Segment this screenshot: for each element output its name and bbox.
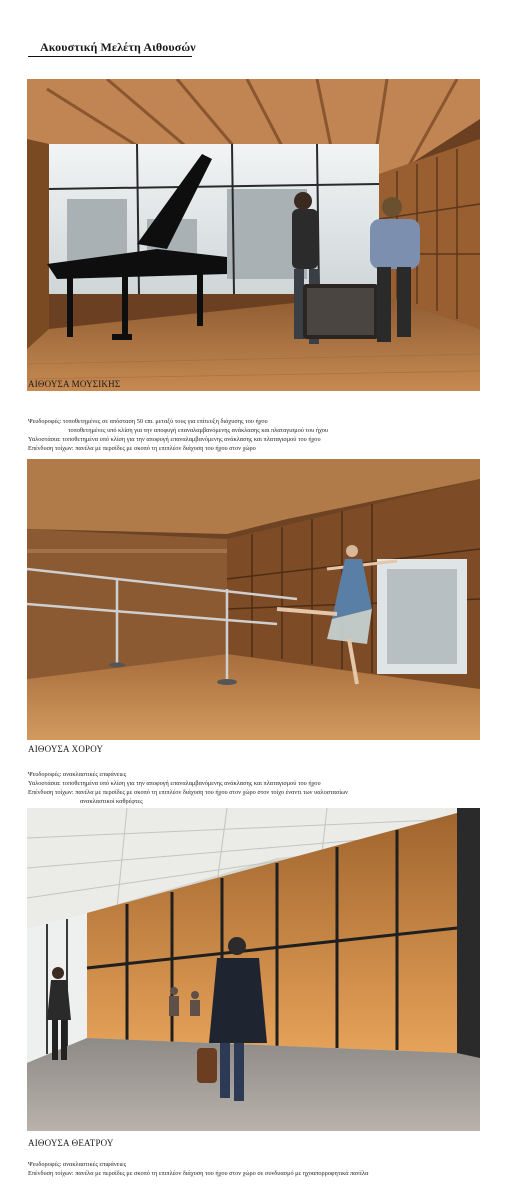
desc-line: Ψευδοροφές: ανακλαστικές επιφάνειες	[28, 771, 127, 778]
desc-line: ανακλαστικοί καθρέφτες	[80, 798, 143, 805]
dance-room-render	[27, 459, 480, 740]
desc-line: Ψευδοροφές: τοποθετημένες σε απόσταση 50 cm. μεταξύ τους για επίτευξη διάχυσης του ήχου	[28, 418, 268, 425]
music-room-render	[27, 79, 480, 391]
desc-line: Ψευδοροφές: ανακλαστικές επιφάνειες	[28, 1161, 127, 1168]
page-title: Ακουστική Μελέτη Αιθουσών	[40, 40, 196, 54]
desc-line: Επένδυση τοίχων: πανέλα με περσίδες με σκοπό τη επιπλέον διάχυση του ήχου στον χώρο στον τοίχο έναντι των υαλοστασίων	[28, 789, 349, 796]
section-title-dance: ΑΙΘΟΥΣΑ ΧΟΡΟΥ	[28, 744, 104, 754]
section-desc-theatre	[28, 1160, 488, 1178]
section-title-music: ΑΙΘΟΥΣΑ ΜΟΥΣΙΚΗΣ	[28, 379, 121, 389]
section-desc-dance	[28, 770, 488, 806]
amplifier-icon	[303, 284, 378, 339]
desc-line: Επένδυση τοίχων: πανέλα με περσίδες με σκοπό τη επιπλέον διάχυση του ήχου στον χώρο	[28, 445, 256, 452]
theatre-room-render	[27, 808, 480, 1131]
section-title-theatre: ΑΙΘΟΥΣΑ ΘΕΑΤΡΟΥ	[28, 1138, 114, 1148]
desc-line: τοποθετημένες υπό κλίση για την αποφυγή επαναλαμβανόμενης ανάκλασης και πλαταγισμού του ήχου	[68, 427, 329, 434]
desc-line: Υαλοστάσια: τοποθετημένα υπό κλίση για την αποφυγή επαναλαμβανόμενης ανάκλασης και πλαταγισμού του ήχου	[28, 780, 321, 787]
title-underline	[28, 56, 192, 57]
desc-line: Επένδυση τοίχων: πανέλα με περσίδες με σκοπό τη επιπλέον διάχυση του ήχου στον χώρο σε συνδυασμό με ηχοαπορροφητικά πανέλα	[28, 1170, 369, 1177]
handbag-icon	[197, 1048, 217, 1083]
desc-line: Υαλοστάσια: τοποθετημένα υπό κλίση για την αποφυγή επαναλαμβανόμενης ανάκλασης και πλαταγισμού του ήχου	[28, 436, 321, 443]
section-desc-music	[28, 417, 488, 453]
